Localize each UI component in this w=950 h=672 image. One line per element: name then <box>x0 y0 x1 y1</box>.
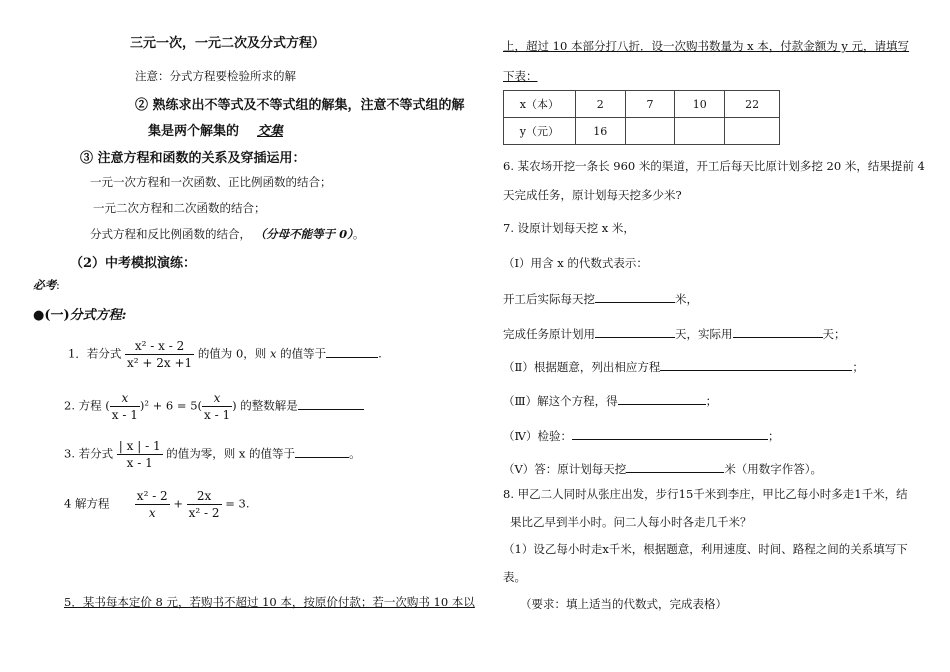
q1-fraction <box>125 338 194 371</box>
q4-numerator-2: 2x <box>187 488 222 505</box>
question-5-start: 5．某书每本定价 8 元，若购书不超过 10 本，按原价付款；若一次购书 10 本以 <box>64 595 475 609</box>
table-cell-input[interactable] <box>625 118 675 145</box>
q7-i-b-mid: 天，实际用 <box>675 327 733 341</box>
note-text: 注意：分式方程要检验所求的解 <box>135 69 296 83</box>
q4-fraction-2 <box>187 488 222 521</box>
q2-prefix: 2. 方程 <box>64 398 102 413</box>
heading-continuation: 三元一次，一元二次及分式方程） <box>130 36 326 51</box>
q7-i-a-blank[interactable] <box>595 290 675 303</box>
table-cell-input[interactable] <box>725 118 780 145</box>
relation-3 <box>90 226 364 242</box>
q7-part-ii <box>503 358 864 375</box>
q7-part-i-b <box>503 325 846 342</box>
q4-equals: = 3 <box>225 496 246 511</box>
q1-variable: x <box>269 346 277 361</box>
question-1 <box>68 338 382 371</box>
q7-iv-text: （Ⅳ）检验： <box>503 429 572 443</box>
q3-denominator: x - 1 <box>126 456 153 470</box>
q7-ii-text: （Ⅱ）根据题意，列出相应方程 <box>503 360 661 374</box>
q7-part-iv <box>503 427 780 444</box>
q2-denominator-2: x - 1 <box>204 408 231 422</box>
q7-iii-text: （Ⅲ）解这个方程，得 <box>503 394 618 408</box>
table-row <box>504 118 780 145</box>
q3-fraction <box>117 438 163 471</box>
q5-table <box>503 90 780 145</box>
q2-mid: )² + 6 = 5( <box>139 398 203 413</box>
point-2-prefix: 集是两个解集的 <box>148 124 240 139</box>
table-cell-input[interactable] <box>675 118 725 145</box>
table-cell: 2 <box>575 91 625 118</box>
table-cell: x（本） <box>504 91 576 118</box>
q7-v-suffix: 米（用数字作答）。 <box>724 462 823 476</box>
relation-3-prefix: 分式方程和反比例函数的结合， <box>90 227 251 241</box>
q7-i-a-prefix: 开工后实际每天挖 <box>503 292 595 306</box>
q7-i-b-blank-2[interactable] <box>733 325 823 338</box>
point-2-line-2 <box>148 120 301 139</box>
q7-iv-blank[interactable] <box>572 427 768 440</box>
q4-prefix: 4 解方程 <box>64 496 110 511</box>
relation-3-suffix: 。 <box>352 227 365 241</box>
q7-iv-end: ； <box>768 429 780 443</box>
q7-iii-blank[interactable] <box>618 392 706 405</box>
q8-part-1-line-2: 表。 <box>503 570 526 584</box>
part-1-title <box>33 304 126 323</box>
q8-part-1-line-1: （1）设乙每小时走x千米，根据题意，利用速度、时间、路程之间的关系填写下 <box>503 542 908 556</box>
q7-part-iii <box>503 392 717 409</box>
q6-line-2: 天完成任务，原计划每天挖多少米? <box>503 188 682 202</box>
bullet-icon: ● <box>33 308 45 323</box>
q2-numerator-1: x <box>110 390 140 407</box>
q2-answer-blank[interactable] <box>298 397 364 410</box>
must-colon: : <box>56 278 60 292</box>
table-row <box>504 91 780 118</box>
part-1-name: 分式方程: <box>69 308 127 323</box>
q4-denominator-2: x² - 2 <box>188 506 220 520</box>
q1-numerator: x² - x - 2 <box>125 338 194 355</box>
q2-fraction-2 <box>202 390 232 423</box>
q7-i-b-suffix: 天； <box>822 327 846 341</box>
q8-requirement: （要求：填上适当的代数式，完成表格） <box>520 597 727 611</box>
q8-line-2: 果比乙早到半小时。问二人每小时各走几千米？ <box>510 515 752 529</box>
relation-3-emphasis: （分母不能等于 0） <box>254 227 353 241</box>
table-cell: 22 <box>725 91 780 118</box>
relation-2: 一元二次方程和二次函数的结合； <box>93 201 266 215</box>
q3-suffix: 的值为零，则 x 的值等于 <box>166 446 296 461</box>
q6-line-1: 6. 某农场开挖一条长 960 米的渠道，开工后每天比原计划多挖 20 米，结果提前 4 <box>503 159 925 173</box>
q1-mid: 的值为 0，则 <box>197 346 267 361</box>
point-2-line-1: ② 熟练求出不等式及不等式组的解集，注意不等式组的解 <box>135 98 465 113</box>
q5-continuation-line-1: 上，超过 10 本部分打八折．设一次购书数量为 x 本，付款金额为 y 元，请填写 <box>503 39 910 53</box>
q4-numerator-1: x² - 2 <box>136 489 168 503</box>
must-label <box>33 277 60 293</box>
q3-numerator: | x | - 1 <box>118 439 161 453</box>
q7-title: 7. 设原计划每天挖 x 米， <box>503 221 635 235</box>
q1-answer-blank[interactable] <box>326 345 378 358</box>
q3-prefix: 3. 若分式 <box>64 446 114 461</box>
question-2 <box>64 390 364 423</box>
must-text: 必考 <box>33 278 56 292</box>
q2-open: ( <box>105 398 110 413</box>
point-2-answer: 交集 <box>257 124 284 139</box>
q7-ii-end: ； <box>852 360 864 374</box>
q7-ii-blank[interactable] <box>660 358 852 371</box>
q2-close: ) <box>232 398 237 413</box>
table-cell: 10 <box>675 91 725 118</box>
q1-denominator: x² + 2x +1 <box>126 356 193 370</box>
section-2-title: （2）中考模拟演练： <box>70 256 197 271</box>
q7-part-i: （Ⅰ）用含 x 的代数式表示： <box>503 256 648 270</box>
table-cell: y（元） <box>504 118 576 145</box>
q7-part-i-a <box>503 290 698 307</box>
part-1-label: (一) <box>44 308 70 323</box>
q4-fraction-1 <box>135 488 170 521</box>
q7-v-prefix: （Ⅴ）答：原计划每天挖 <box>503 462 627 476</box>
q7-iii-end: ； <box>705 394 718 408</box>
q3-end: 。 <box>349 446 361 461</box>
question-4 <box>64 488 249 521</box>
q4-plus: + <box>173 496 183 511</box>
q8-line-1: 8. 甲乙二人同时从张庄出发，步行15千米到李庄，甲比乙每小时多走1千米，结 <box>503 487 908 501</box>
q7-part-v <box>503 460 822 477</box>
q2-denominator-1: x - 1 <box>111 408 138 422</box>
q5-continuation-line-2: 下表： <box>503 69 538 83</box>
q7-i-b-blank-1[interactable] <box>595 325 675 338</box>
q1-suffix: 的值等于 <box>280 346 327 361</box>
q2-numerator-2: x <box>202 390 232 407</box>
q1-prefix: 1．若分式 <box>68 346 122 361</box>
q3-answer-blank[interactable] <box>295 445 349 458</box>
q7-i-b-prefix: 完成任务原计划用 <box>503 327 595 341</box>
q1-end: . <box>378 346 382 361</box>
question-3 <box>64 438 361 471</box>
table-cell: 16 <box>575 118 625 145</box>
q2-fraction-1 <box>110 390 140 423</box>
q7-v-blank[interactable] <box>626 460 724 473</box>
q4-denominator-1: x <box>148 506 156 520</box>
q7-i-a-suffix: 米， <box>675 292 698 306</box>
q4-end: . <box>245 496 250 511</box>
relation-1: 一元一次方程和一次函数、正比例函数的结合； <box>90 175 332 189</box>
point-3: ③ 注意方程和函数的关系及穿插运用： <box>80 151 306 166</box>
q2-suffix: 的整数解是 <box>240 398 298 413</box>
table-cell: 7 <box>625 91 675 118</box>
